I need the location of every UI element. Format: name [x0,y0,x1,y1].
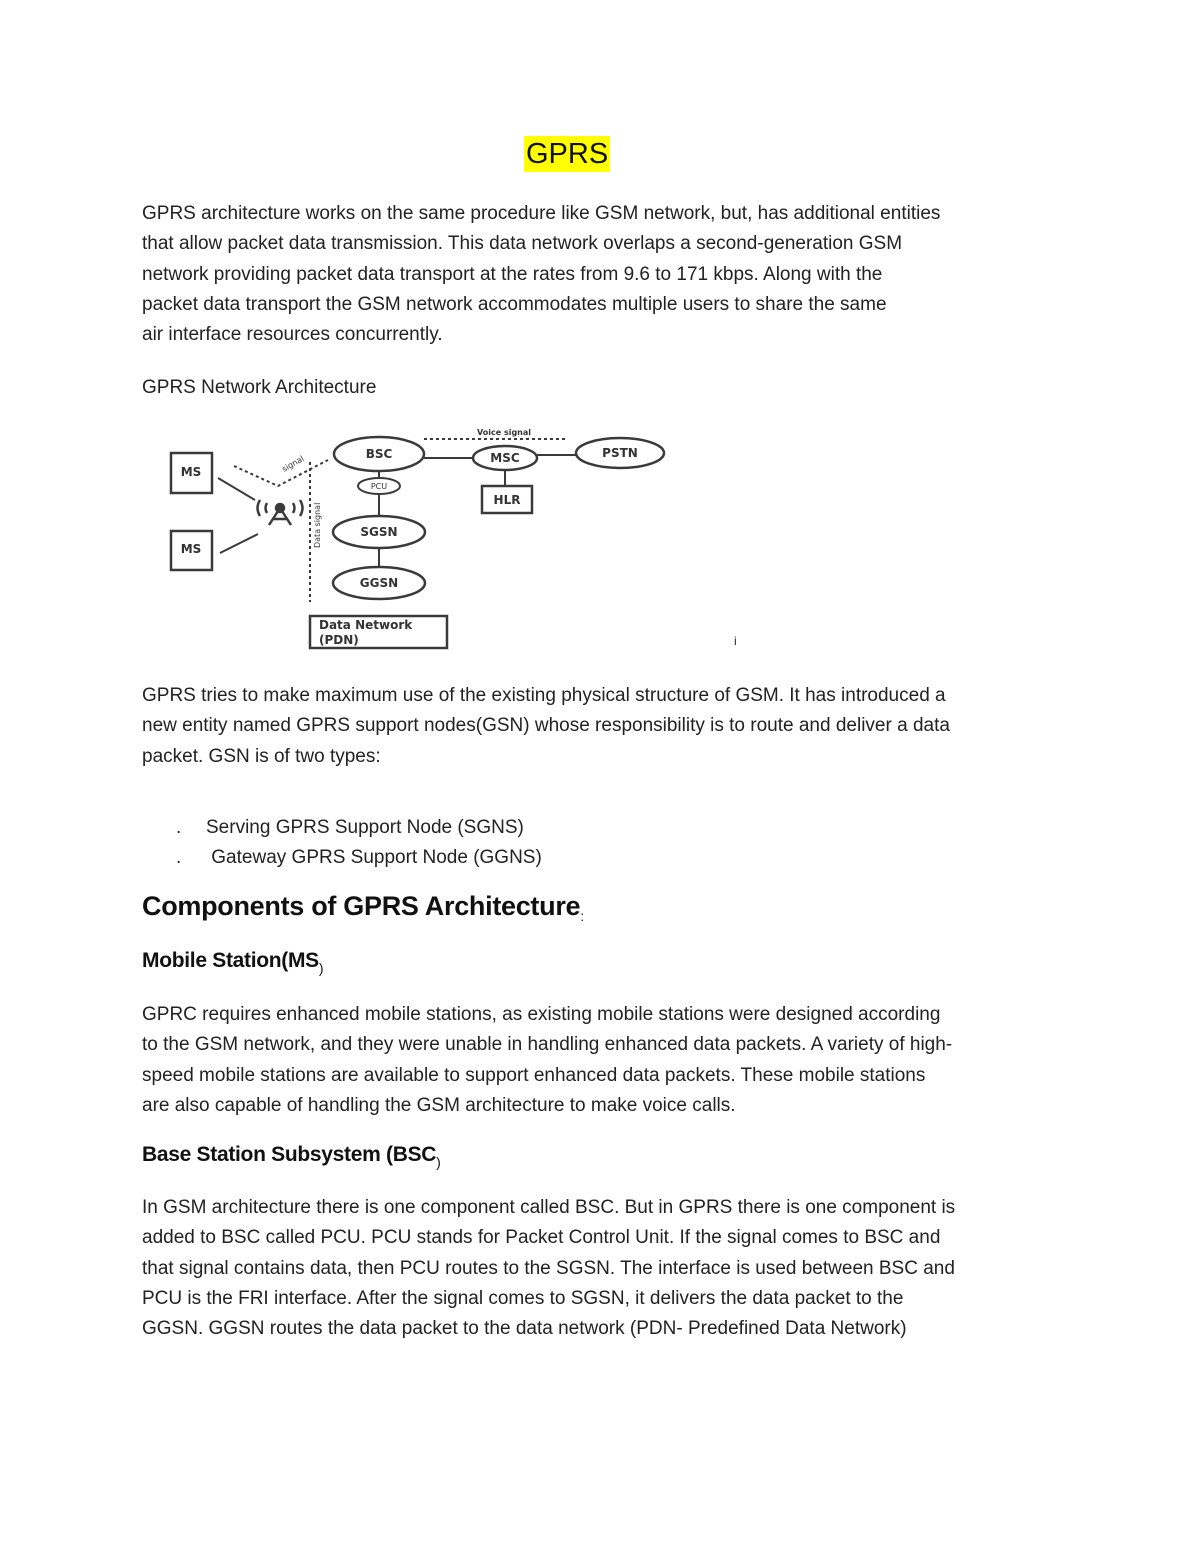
ms-paragraph [142,1000,1072,1121]
bss-heading-suffix: ) [436,1154,441,1170]
ms-heading: Mobile $Station(MS_)$ [142,949,324,976]
antenna-icon [258,500,303,525]
signal-path [234,460,328,486]
link-ms1-antenna [218,478,255,500]
data-signal-label: Data signal [313,502,322,548]
stray-mark: i [734,634,737,648]
gsn-paragraph [142,681,1072,772]
sgsn-label: SGSN [360,525,398,539]
bss-heading: Base Station Subsystem ($BSC_)$ [142,1143,441,1170]
pdn-label-line2: (PDN) [319,633,359,647]
ms-line: GPRC requires enhanced mobile stations, as existing mobile stations were designed according [142,1004,941,1025]
bss-paragraph [142,1193,1072,1344]
pcu-label: PCU [370,482,388,491]
intro-line: GPRS architecture works on the same procedure like GSM network, but, has additional entities [142,203,941,224]
ms-label-2: MS [180,542,202,556]
bsc-label: BSC [365,447,393,461]
bss-line: In GSM architecture there is one component called BSC. But in GPRS there is one component is [142,1197,956,1218]
gprs-architecture-diagram [160,420,680,655]
ms-line: to the GSM network, and they were unable in handling enhanced data packets. A variety of high- [142,1034,953,1056]
ms-heading-suffix: ) [318,960,324,976]
gsn-line: GPRS tries to make maximum use of the existing physical structure of GSM. It has introduced a [142,685,946,706]
voice-signal-label: Voice signal [477,428,532,437]
components-heading-suffix: : [580,908,584,924]
bss-line: added to BSC called PCU. PCU stands for Packet Control Unit. If the signal comes to BSC and [142,1227,941,1249]
intro-line: network providing packet data transport at the rates from 9.6 to 171 kbps. Along with the [142,263,883,285]
hlr-label: HLR [493,493,521,507]
pdn-label-line1: Data Network [319,618,413,632]
gsn-line: packet. GSN is of two types: [142,745,381,767]
signal-label: signal [280,454,306,474]
bss-line: GGSN. GGSN routes the data packet to the data network (PDN- Predefined Data Network) [142,1318,907,1340]
gsn-line: new entity named GPRS support nodes(GSN) whose responsibility is to route and deliver a data [142,715,950,737]
bullet-marker: . [176,817,182,838]
intro-paragraph [142,199,1072,350]
components-heading: Components of GPRS Architecture$_:$ [142,891,584,924]
ms-label-1: MS [180,465,202,479]
intro-line: that allow packet data transmission. This data network overlaps a second-generation GSM [142,233,903,255]
bullet-marker: . [176,847,182,868]
msc-label: MSC [490,451,520,465]
bullet-text: Gateway GPRS Support Node (GGNS) [206,847,542,868]
list-item [176,844,542,872]
architecture-label: GPRS Network Architecture [142,377,377,398]
ms-line: speed mobile stations are available to support enhanced data packets. These mobile stations [142,1064,926,1086]
bullet-text: Serving GPRS Support Node (SGNS) [206,817,524,838]
intro-line: air interface resources concurrently. [142,324,443,346]
ms-line: are also capable of handling the GSM architecture to make voice calls. [142,1094,736,1116]
list-item [176,814,524,842]
bss-line: PCU is the FRI interface. After the signal comes to SGSN, it delivers the data packet to the [142,1287,904,1309]
ggsn-label: GGSN [359,576,399,590]
bss-line: that signal contains data, then PCU routes to the SGSN. The interface is used between BSC and [142,1257,955,1279]
intro-line: packet data transport the GSM network accommodates multiple users to share the same [142,293,887,315]
pstn-label: PSTN [602,446,638,460]
link-ms2-antenna [220,534,258,553]
page-title: GPRS [526,138,609,170]
